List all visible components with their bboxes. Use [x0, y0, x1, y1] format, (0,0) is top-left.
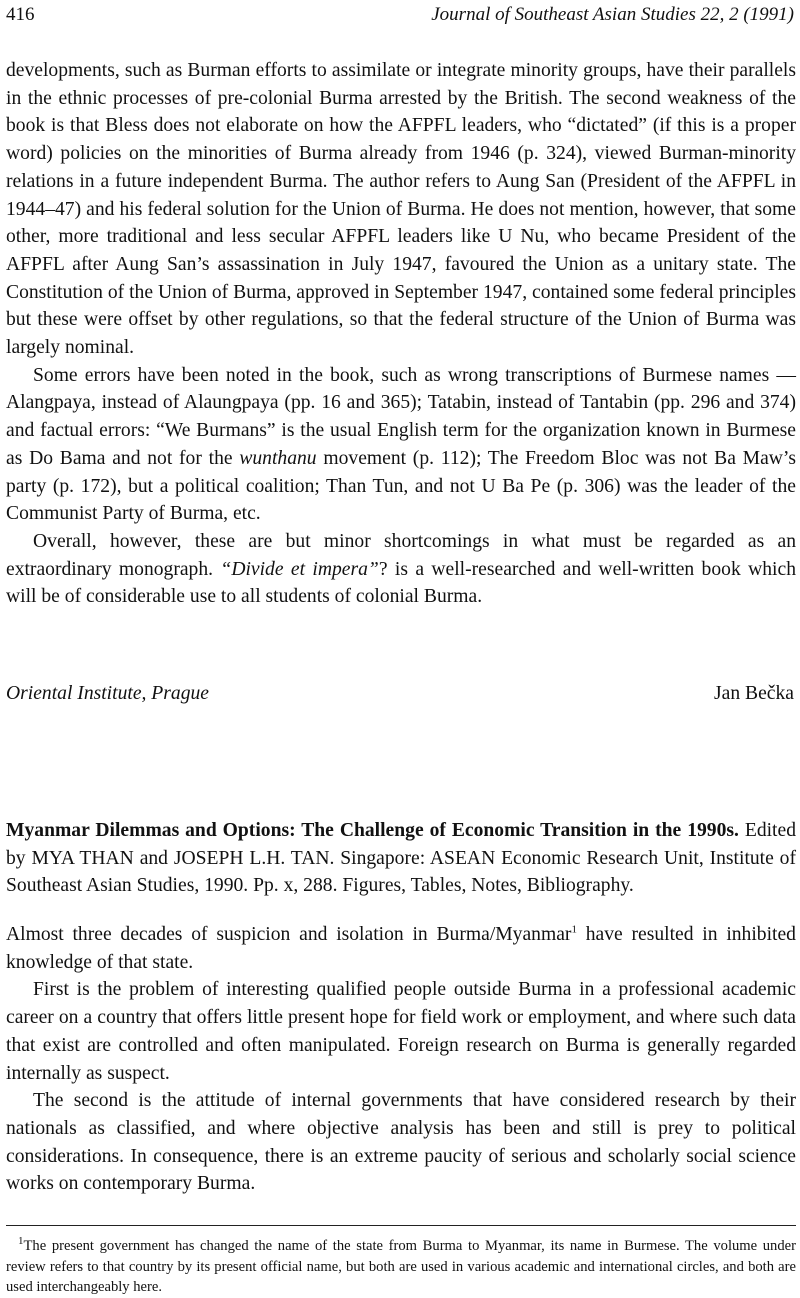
footnote-marker: 1 [18, 1235, 24, 1248]
paragraph: First is the problem of interesting qualified people outside Burma in a professional academic career on a country that offers little present hope for field work or employment, and where such data that exist are controlled and often manipulated. Foreign research on Burma is generally regarded internally as suspect. [6, 979, 796, 1084]
review-continuation [6, 57, 796, 611]
review-body [6, 921, 796, 1198]
paragraph: developments, such as Burman efforts to assimilate or integrate minority groups, have their parallels in the ethnic processes of pre-colonial Burma arrested by the British. The second weakness of the book is that Bless does not elaborate on how the AFPFL leaders, who “dictated” (if this is a proper word) policies on the minorities of Burma already from 1946 (p. 324), viewed Burman-minority relations in a future independent Burma. The author refers to Aung San (President of the AFPFL in 1944–47) and his federal solution for the Union of Burma. He does not mention, however, that some other, more traditional and less secular AFPFL leaders like U Nu, who became President of the AFPFL after Aung San’s assassination in July 1947, favoured the Union as a unitary state. The Constitution of the Union of Burma, approved in September 1947, contained some federal principles but these were offset by other regulations, so that the federal structure of the Union of Burma was largely nominal. [6, 60, 796, 359]
book-title: Myanmar Dilemmas and Options: The Challenge of Economic Transition in the 1990s. [6, 820, 739, 841]
paragraph: Some errors have been noted in the book, such as wrong transcriptions of Burmese names — Alangpaya, instead of Alaungpaya (pp. 16 and 365); Tatabin, instead of Tantabin (pp. 296 and 374) and factual errors: “We Burmans” is the usual English term for the organization known in Burmese as Do Bama and not for the wunthanu movement (p. 112); The Freedom Bloc was not Ba Maw’s party (p. 172), but a political coalition; Than Tun, and not U Ba Pe (p. 306) was the leader of the Communist Party of Burma, etc. [6, 364, 797, 525]
footnote [6, 1236, 796, 1298]
book-details: Edited by MYA THAN and JOSEPH L.H. TAN. Singapore: ASEAN Economic Research Unit, Institute of Southeast Asian Studies, 1990. Pp. x, 288. Figures, Tables, Notes, Bibliography. [6, 820, 796, 897]
footnote-ref: 1 [571, 923, 577, 936]
paragraph: Overall, however, these are but minor shortcomings in what must be regarded as an extraordinary monograph. “Divide et impera”? is a well-researched and well-written book which will be of considerable use to all students of colonial Burma. [6, 530, 796, 608]
page-number: 416 [6, 4, 35, 25]
book-citation [6, 817, 796, 900]
running-header [6, 2, 794, 28]
reviewer-name: Jan Bečka [714, 683, 794, 704]
reviewer-institution: Oriental Institute, Prague [6, 683, 209, 704]
running-title: Journal of Southeast Asian Studies 22, 2 (1991) [431, 4, 794, 25]
paragraph: Almost three decades of suspicion and isolation in Burma/Myanmar$^1$ have resulted in inhibited knowledge of that state. [6, 923, 796, 973]
footnote-divider [6, 1225, 796, 1226]
footnote-text: The present government has changed the name of the state from Burma to Myanmar, its name in Burmese. The volume under review refers to that country by its present official name, but both are used in various academic and international circles, and both are used interchangeably here. [6, 1238, 796, 1295]
emphasis: wunthanu [239, 447, 317, 469]
emphasis: “Divide et impera” [220, 558, 379, 580]
paragraph: The second is the attitude of internal governments that have considered research by their nationals as classified, and where objective analysis has been and still is prey to political considerations. In consequence, there is an extreme paucity of serious and scholarly social science works on contemporary Burma. [6, 1090, 796, 1195]
